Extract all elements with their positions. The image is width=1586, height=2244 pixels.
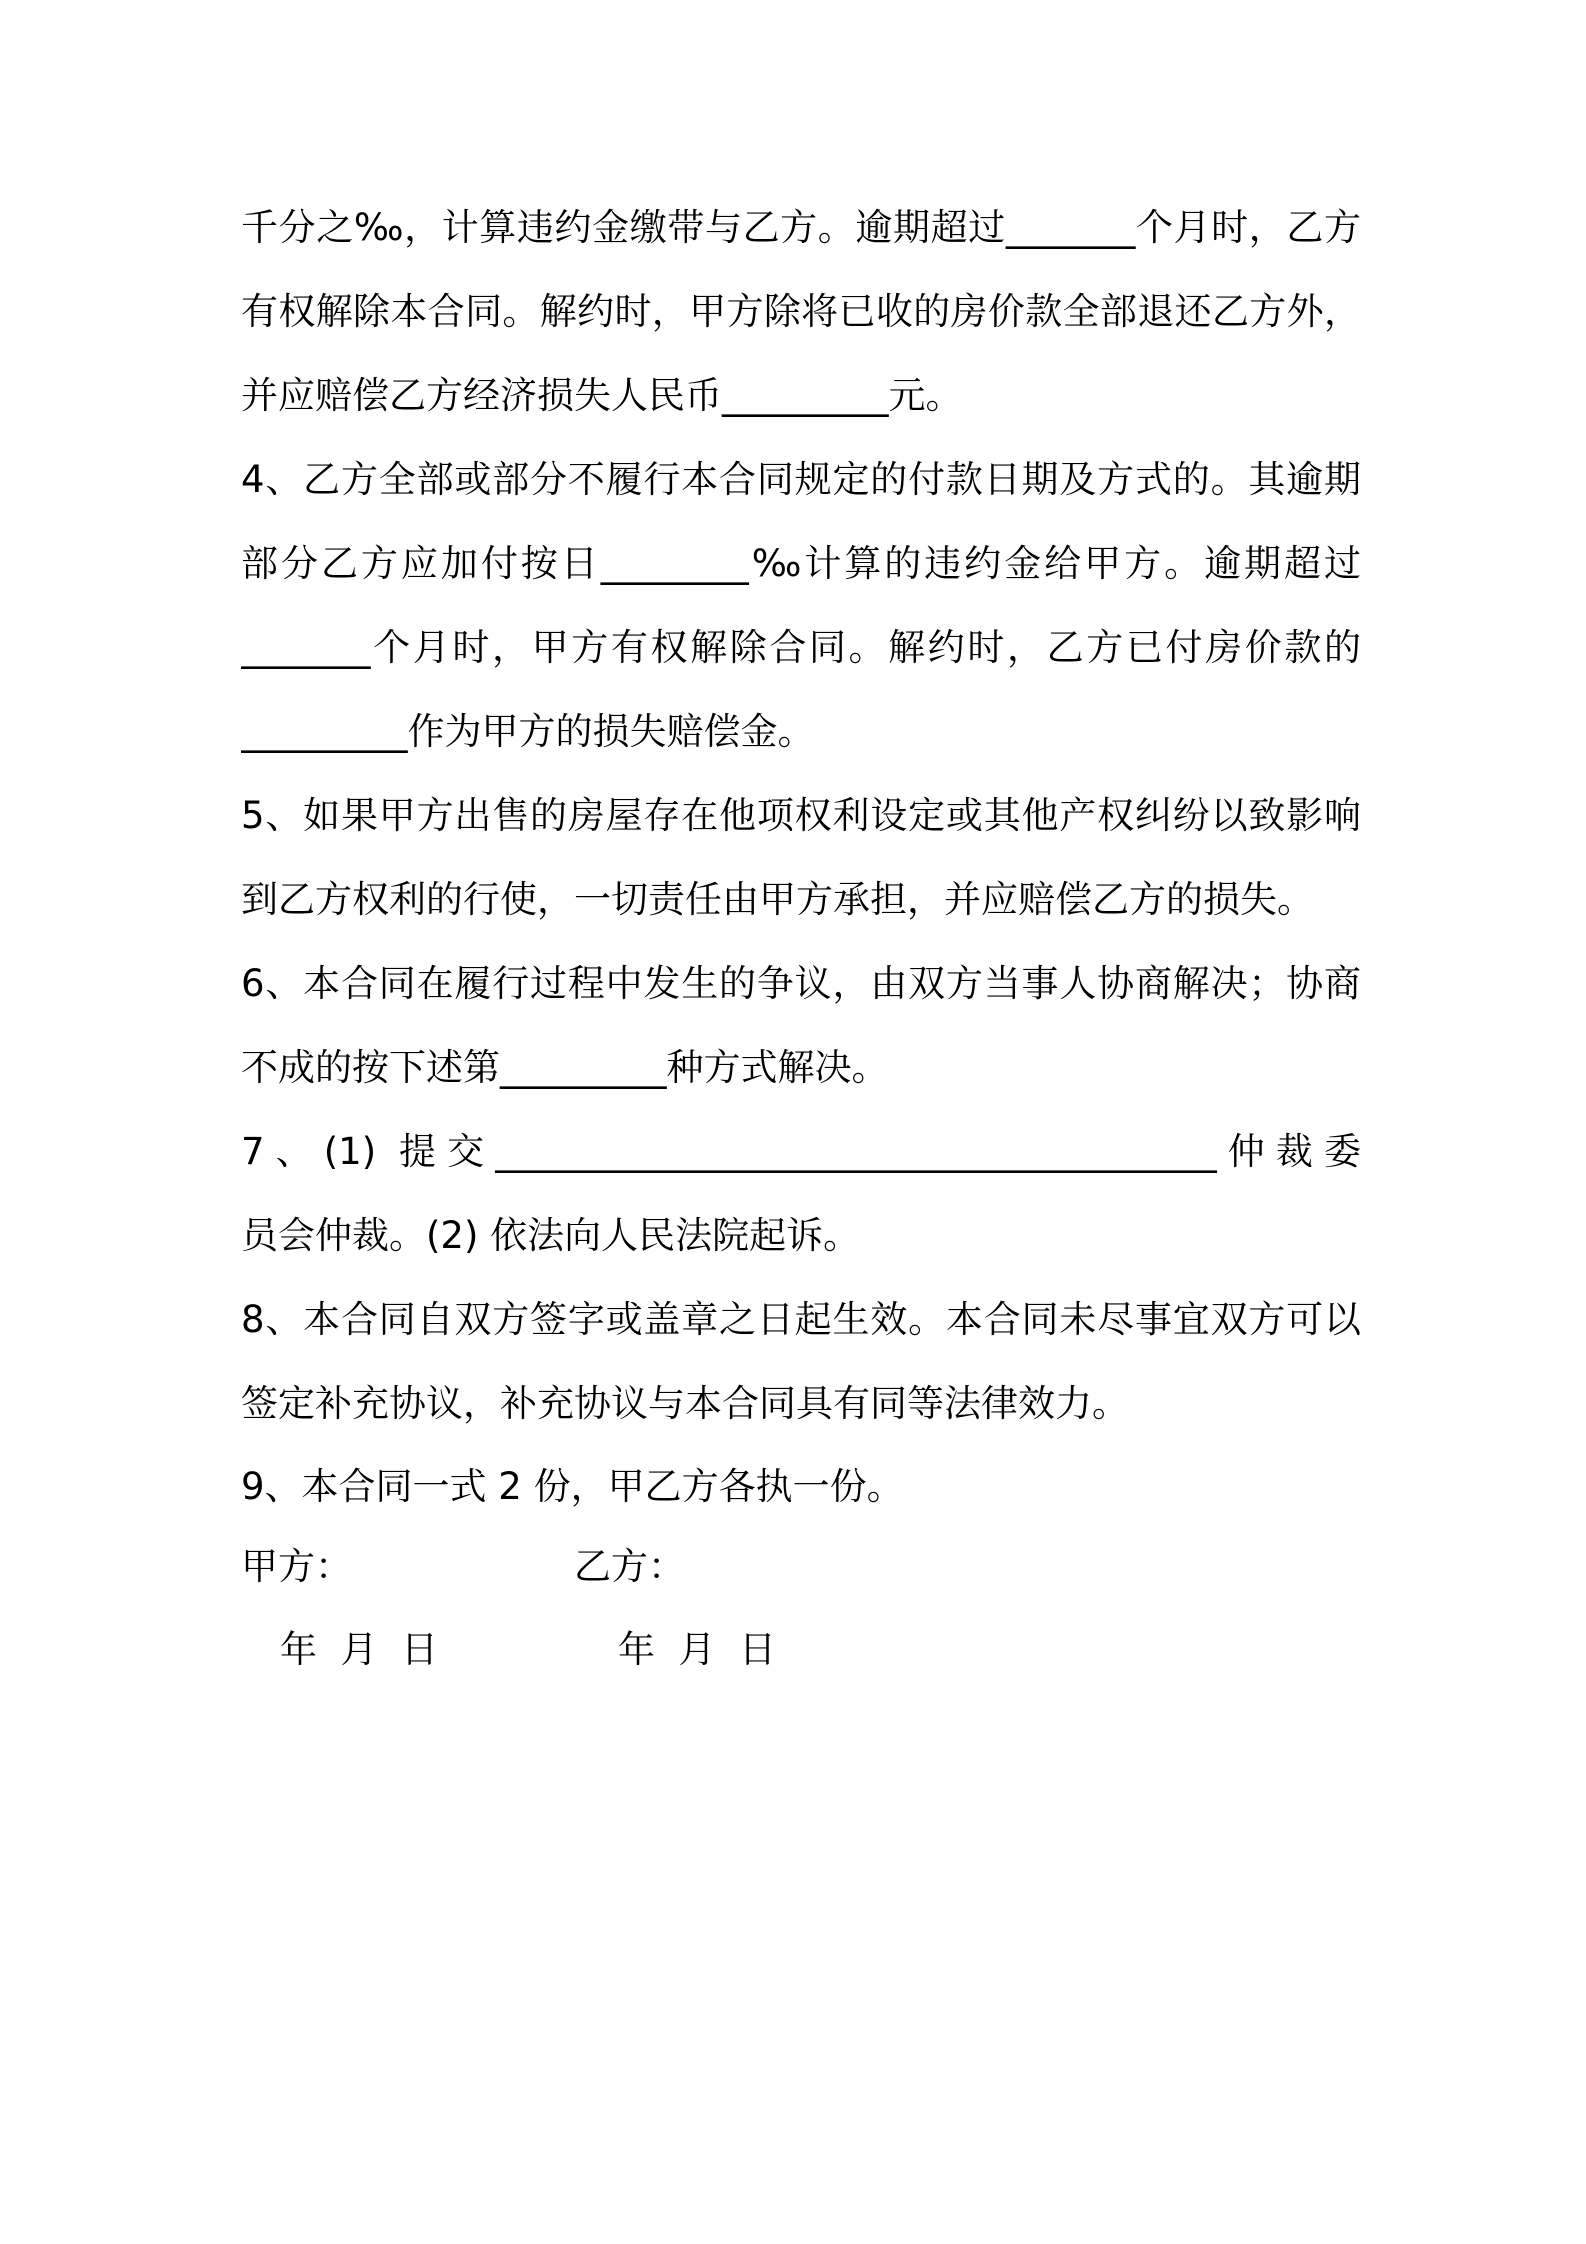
party-b-label: 乙方： <box>574 1545 685 1588</box>
party-a-date: 年 月 日 <box>280 1628 439 1671</box>
clause-4-line-1: 4、乙方全部或部分不履行本合同规定的付款日期及方式的。其逾期 <box>241 458 1361 501</box>
clause-5-line-1: 5、如果甲方出售的房屋存在他项权利设定或其他产权纠纷以致影响 <box>241 794 1361 837</box>
clause-6-line-2: 不成的按下述第_________种方式解决。 <box>241 1046 889 1089</box>
clause-4-line-2: 部分乙方应加付按日________‰计算的违约金给甲方。逾期超过 <box>241 542 1361 585</box>
text-line-3: 并应赔偿乙方经济损失人民币_________元。 <box>241 374 963 417</box>
clause-7-line-2: 员会仲裁。(2) 依法向人民法院起诉。 <box>241 1214 861 1257</box>
clause-5-line-2: 到乙方权利的行使，一切责任由甲方承担，并应赔偿乙方的损失。 <box>241 878 1314 921</box>
party-b-date: 年 月 日 <box>618 1628 777 1671</box>
clause-4-line-3: _______个月时，甲方有权解除合同。解约时，乙方已付房价款的 <box>241 626 1361 669</box>
clause-8-line-2: 签定补充协议，补充协议与本合同具有同等法律效力。 <box>241 1382 1129 1425</box>
clause-8-line-1: 8、本合同自双方签字或盖章之日起生效。本合同未尽事宜双方可以 <box>241 1298 1361 1341</box>
clause-7-line-1: 7、(1) 提交_______________________________________仲裁委 <box>241 1130 1361 1173</box>
text-line-1: 千分之‰，计算违约金缴带与乙方。逾期超过_______个月时，乙方 <box>241 206 1361 249</box>
clause-9-line-1: 9、本合同一式 2 份，甲乙方各执一份。 <box>241 1465 904 1508</box>
clause-6-line-1: 6、本合同在履行过程中发生的争议，由双方当事人协商解决；协商 <box>241 962 1361 1005</box>
clause-4-line-4: _________作为甲方的损失赔偿金。 <box>241 710 815 753</box>
text-line-2: 有权解除本合同。解约时，甲方除将已收的房价款全部退还乙方外， <box>241 290 1361 333</box>
party-a-label: 甲方： <box>241 1545 352 1588</box>
